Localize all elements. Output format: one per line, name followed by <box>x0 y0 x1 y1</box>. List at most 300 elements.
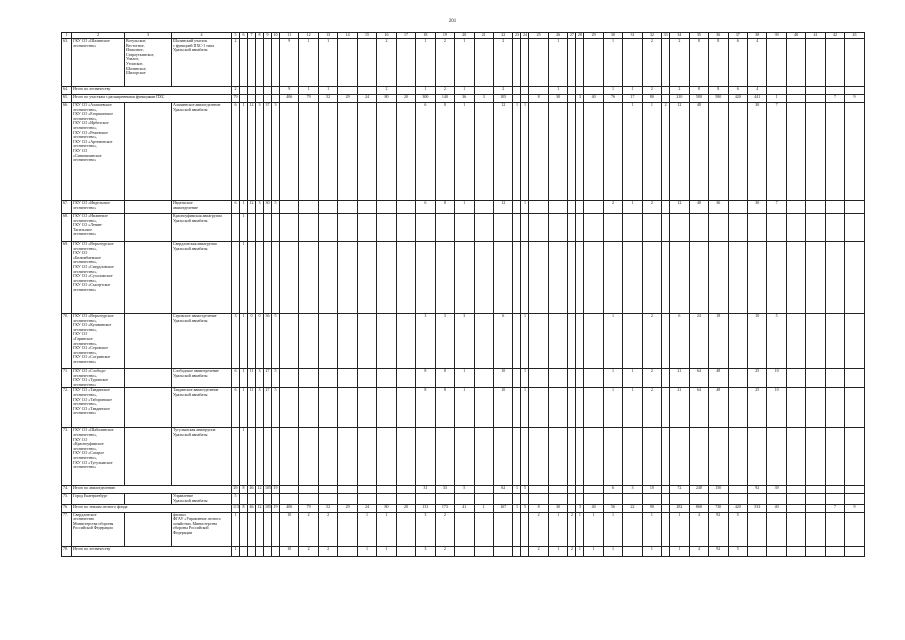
value-cell: 48 <box>709 369 728 388</box>
value-cell <box>248 95 256 103</box>
unit-name: Тавдинское авиаотделение Уральской авиабазы <box>172 388 232 428</box>
value-cell: 1 <box>318 39 337 87</box>
value-cell <box>584 201 603 214</box>
district-list <box>125 201 172 214</box>
column-number: 40 <box>786 33 805 39</box>
value-cell: 1 <box>623 201 642 214</box>
value-cell <box>642 214 661 242</box>
value-cell: 5 <box>521 486 529 494</box>
column-number: 30 <box>603 33 622 39</box>
table-row <box>62 369 865 388</box>
unit-name: Слободское авиаотделение Уральской авиабазы <box>172 369 232 388</box>
value-cell <box>357 486 376 494</box>
value-cell <box>786 504 805 512</box>
column-number: 29 <box>584 33 603 39</box>
value-cell: 2 <box>670 87 689 95</box>
table-row <box>62 486 865 494</box>
value-cell <box>806 388 825 428</box>
value-cell <box>264 242 272 314</box>
value-cell <box>825 546 844 556</box>
value-cell: 1 <box>455 201 474 214</box>
value-cell: 19 <box>272 486 280 494</box>
value-cell <box>529 494 548 504</box>
value-cell <box>689 242 708 314</box>
value-cell: 3 <box>455 314 474 369</box>
value-cell <box>396 103 415 201</box>
value-cell <box>513 201 521 214</box>
value-cell <box>529 428 548 486</box>
table-row <box>62 546 865 556</box>
value-cell <box>474 428 493 486</box>
value-cell: 12 <box>670 103 689 201</box>
value-cell <box>767 242 786 314</box>
value-cell <box>584 314 603 369</box>
value-cell: 2 <box>642 201 661 214</box>
value-cell: 17 <box>623 95 642 103</box>
value-cell <box>806 369 825 388</box>
value-cell <box>474 242 493 314</box>
value-cell <box>728 201 747 214</box>
value-cell: 1 <box>455 369 474 388</box>
value-cell <box>377 369 396 388</box>
value-cell <box>272 214 280 242</box>
value-cell <box>513 494 521 504</box>
value-cell <box>747 546 766 556</box>
value-cell <box>318 486 337 494</box>
value-cell <box>709 428 728 486</box>
district-list <box>125 103 172 201</box>
value-cell <box>396 242 415 314</box>
value-cell: 5 <box>728 512 747 546</box>
value-cell <box>513 369 521 388</box>
value-cell: 4 <box>747 87 766 95</box>
table-row <box>62 242 865 314</box>
value-cell: 37 <box>264 103 272 201</box>
value-cell: 533 <box>747 504 766 512</box>
value-cell <box>584 486 603 494</box>
value-cell <box>845 39 864 87</box>
column-number: 19 <box>435 33 454 39</box>
value-cell <box>728 486 747 494</box>
value-cell <box>299 494 318 504</box>
value-cell <box>377 214 396 242</box>
value-cell: 36 <box>709 201 728 214</box>
row-number: 72. <box>62 388 72 428</box>
value-cell: 1 <box>670 546 689 556</box>
value-cell: 1 <box>455 388 474 428</box>
value-cell: 12 <box>493 201 512 214</box>
value-cell: 2 <box>299 512 318 546</box>
value-cell: 173 <box>435 504 454 512</box>
value-cell <box>576 369 584 388</box>
value-cell <box>338 388 357 428</box>
value-cell: 72 <box>670 486 689 494</box>
value-cell <box>474 87 493 95</box>
value-cell <box>728 314 747 369</box>
value-cell <box>568 214 576 242</box>
value-cell <box>548 428 567 486</box>
value-cell: 21 <box>670 388 689 428</box>
value-cell <box>280 369 299 388</box>
row-label: Итого по лесничеству <box>72 546 232 556</box>
value-cell <box>521 242 529 314</box>
column-number: 20 <box>455 33 474 39</box>
value-cell: 10 <box>642 486 661 494</box>
value-cell: 8 <box>689 39 708 87</box>
value-cell <box>338 428 357 486</box>
value-cell: 1 <box>603 369 622 388</box>
row-number: 73. <box>62 428 72 486</box>
value-cell: 3 <box>576 504 584 512</box>
value-cell <box>548 103 567 201</box>
district-list <box>125 494 172 504</box>
value-cell: 1 <box>240 388 248 428</box>
value-cell <box>548 242 567 314</box>
value-cell <box>786 494 805 504</box>
value-cell <box>338 486 357 494</box>
value-cell <box>728 369 747 388</box>
value-cell <box>845 201 864 214</box>
value-cell <box>806 494 825 504</box>
value-cell <box>662 87 670 95</box>
value-cell <box>357 39 376 87</box>
value-cell <box>513 388 521 428</box>
value-cell <box>806 428 825 486</box>
value-cell <box>318 494 337 504</box>
row-number: 67. <box>62 201 72 214</box>
value-cell <box>338 494 357 504</box>
row-number: 76. <box>62 504 72 512</box>
value-cell <box>377 201 396 214</box>
value-cell <box>568 504 576 512</box>
value-cell <box>529 314 548 369</box>
value-cell: 1 <box>603 512 622 546</box>
value-cell <box>603 242 622 314</box>
value-cell <box>603 494 622 504</box>
value-cell: 92 <box>709 512 728 546</box>
value-cell <box>786 95 805 103</box>
forestry-name: Свердловское лесничество Министерства обороны Российской Федерации <box>72 512 125 546</box>
value-cell <box>256 494 264 504</box>
unit-name: Шалинский участок с функцией ПХС-1 типа Уральской авиабазы <box>172 39 232 87</box>
value-cell: 1 <box>521 314 529 369</box>
value-cell: 2 <box>232 87 240 95</box>
value-cell <box>670 494 689 504</box>
value-cell <box>338 512 357 546</box>
value-cell <box>786 242 805 314</box>
value-cell <box>728 214 747 242</box>
value-cell <box>299 486 318 494</box>
value-cell: 90 <box>642 504 661 512</box>
value-cell <box>396 546 415 556</box>
forest-fire-resources-table <box>61 32 865 557</box>
forestry-name: ГКУ СО «Верхотурское лесничество», ГКУ СО «Кушвинское лесничество», ГКУ СО «Гаринское лесничество», ГКУ СО «Серовское лесничество», ГКУ СО «Сотринское лесничество» <box>72 314 125 369</box>
value-cell: 2 <box>529 512 548 546</box>
value-cell: 1 <box>548 87 567 95</box>
value-cell <box>576 494 584 504</box>
value-cell: 2 <box>568 546 576 556</box>
value-cell: 4 <box>689 512 708 546</box>
value-cell: 580 <box>689 95 708 103</box>
value-cell <box>357 87 376 95</box>
value-cell <box>474 494 493 504</box>
value-cell: 22 <box>623 504 642 512</box>
district-list <box>125 369 172 388</box>
value-cell <box>521 512 529 546</box>
value-cell: 1 <box>603 39 622 87</box>
value-cell: 80 <box>642 95 661 103</box>
value-cell <box>662 201 670 214</box>
column-number: 4 <box>172 33 232 39</box>
value-cell: 0 <box>248 314 256 369</box>
value-cell: 1 <box>357 546 376 556</box>
column-number: 35 <box>689 33 708 39</box>
value-cell <box>513 428 521 486</box>
value-cell <box>521 95 529 103</box>
value-cell <box>377 486 396 494</box>
value-cell <box>272 95 280 103</box>
value-cell <box>521 546 529 556</box>
value-cell: 580 <box>709 95 728 103</box>
value-cell <box>264 214 272 242</box>
value-cell <box>576 201 584 214</box>
value-cell <box>248 494 256 504</box>
value-cell <box>396 201 415 214</box>
value-cell: 19 <box>272 504 280 512</box>
value-cell <box>299 314 318 369</box>
value-cell <box>299 242 318 314</box>
district-list <box>125 512 172 546</box>
value-cell <box>357 103 376 201</box>
value-cell <box>521 214 529 242</box>
row-number: 78. <box>62 546 72 556</box>
value-cell: 36 <box>264 314 272 369</box>
value-cell: 8 <box>529 504 548 512</box>
value-cell <box>568 201 576 214</box>
value-cell <box>396 428 415 486</box>
value-cell <box>584 388 603 428</box>
value-cell <box>568 95 576 103</box>
value-cell <box>513 214 521 242</box>
value-cell <box>474 486 493 494</box>
district-list: Вогульское, Вестотное, Измалное, Староуткинское, Уналое, Утомское, Шалинское, Шилорское <box>125 39 172 87</box>
row-number: 71. <box>62 369 72 388</box>
value-cell <box>642 494 661 504</box>
table-row <box>62 95 865 103</box>
value-cell <box>232 214 240 242</box>
value-cell: 9 <box>845 95 864 103</box>
value-cell <box>576 87 584 95</box>
value-cell: 30 <box>747 103 766 201</box>
district-list <box>125 314 172 369</box>
value-cell <box>264 87 272 95</box>
column-number: 43 <box>845 33 864 39</box>
value-cell <box>825 87 844 95</box>
value-cell <box>709 103 728 201</box>
value-cell <box>568 388 576 428</box>
forestry-name: Город Екатеринбург <box>72 494 125 504</box>
value-cell: 3 <box>474 95 493 103</box>
value-cell: 1 <box>642 103 661 201</box>
value-cell: 5 <box>455 486 474 494</box>
value-cell <box>455 214 474 242</box>
value-cell: 8 <box>240 504 248 512</box>
value-cell <box>299 201 318 214</box>
value-cell <box>845 242 864 314</box>
row-number: 63. <box>62 39 72 87</box>
value-cell: 6 <box>416 103 435 201</box>
value-cell: 10 <box>280 546 299 556</box>
value-cell <box>256 214 264 242</box>
value-cell: 8 <box>435 103 454 201</box>
value-cell <box>529 87 548 95</box>
value-cell <box>272 39 280 87</box>
value-cell <box>240 512 248 546</box>
page-number: 201 <box>448 19 457 24</box>
column-number: 7 <box>248 33 256 39</box>
value-cell <box>248 512 256 546</box>
value-cell: 1 <box>513 504 521 512</box>
value-cell <box>806 504 825 512</box>
value-cell <box>662 486 670 494</box>
value-cell <box>377 388 396 428</box>
value-cell <box>493 512 512 546</box>
value-cell: 1 <box>240 428 248 486</box>
value-cell <box>845 214 864 242</box>
value-cell <box>576 242 584 314</box>
value-cell: 2 <box>568 512 576 546</box>
table-row <box>62 512 865 546</box>
row-number: 64. <box>62 87 72 95</box>
value-cell: 9 <box>845 504 864 512</box>
value-cell: 3 <box>272 103 280 201</box>
value-cell <box>806 39 825 87</box>
value-cell <box>338 214 357 242</box>
value-cell: 2 <box>435 39 454 87</box>
value-cell: 8 <box>709 39 728 87</box>
value-cell <box>396 87 415 95</box>
column-number: 13 <box>318 33 337 39</box>
value-cell <box>474 369 493 388</box>
value-cell: 1 <box>240 214 248 242</box>
value-cell: 27 <box>264 388 272 428</box>
value-cell: 2 <box>493 39 512 87</box>
value-cell: 7 <box>825 95 844 103</box>
value-cell <box>576 428 584 486</box>
value-cell <box>338 546 357 556</box>
value-cell: 8 <box>689 87 708 95</box>
value-cell <box>256 428 264 486</box>
value-cell: 1 <box>513 486 521 494</box>
value-cell <box>256 546 264 556</box>
value-cell <box>662 242 670 314</box>
value-cell <box>825 494 844 504</box>
value-cell <box>513 87 521 95</box>
table-row <box>62 494 865 504</box>
column-number: 1 <box>62 33 72 39</box>
column-number: 6 <box>240 33 248 39</box>
value-cell <box>318 201 337 214</box>
value-cell <box>318 214 337 242</box>
value-cell: 3 <box>416 512 435 546</box>
value-cell <box>240 39 248 87</box>
value-cell <box>513 314 521 369</box>
value-cell <box>603 103 622 201</box>
value-cell: 48 <box>709 388 728 428</box>
value-cell <box>474 388 493 428</box>
value-cell <box>806 201 825 214</box>
row-label: Итого по лесничеству <box>72 87 232 95</box>
row-label: Итого по землям лесного фонда <box>72 504 232 512</box>
value-cell <box>240 95 248 103</box>
value-cell: 6 <box>670 314 689 369</box>
column-number: 23 <box>514 32 519 37</box>
value-cell <box>299 369 318 388</box>
value-cell <box>806 512 825 546</box>
value-cell <box>493 428 512 486</box>
value-cell: 6 <box>232 103 240 201</box>
value-cell: 3 <box>256 201 264 214</box>
value-cell: 40 <box>767 504 786 512</box>
value-cell <box>280 388 299 428</box>
value-cell: 2 <box>377 87 396 95</box>
value-cell <box>845 369 864 388</box>
value-cell <box>377 494 396 504</box>
value-cell <box>264 546 272 556</box>
value-cell: 8 <box>709 87 728 95</box>
value-cell: 31 <box>416 486 435 494</box>
value-cell <box>662 494 670 504</box>
value-cell <box>338 314 357 369</box>
value-cell <box>670 242 689 314</box>
value-cell: 2 <box>435 512 454 546</box>
value-cell <box>396 369 415 388</box>
value-cell <box>767 512 786 546</box>
value-cell <box>845 486 864 494</box>
value-cell <box>689 214 708 242</box>
value-cell <box>670 214 689 242</box>
value-cell <box>529 214 548 242</box>
forestry-name: ГКУ СО «Тавдинское лесничество», ГКУ СО «Таборинское лесничество», ГКУ СО «Тавдинское лесничество» <box>72 388 125 428</box>
value-cell: 300 <box>416 95 435 103</box>
value-cell: 79 <box>299 95 318 103</box>
value-cell <box>568 242 576 314</box>
column-number: 32 <box>642 33 661 39</box>
value-cell <box>529 388 548 428</box>
value-cell: 1 <box>240 201 248 214</box>
value-cell <box>280 103 299 201</box>
value-cell: 48 <box>689 103 708 201</box>
value-cell: 92 <box>709 546 728 556</box>
value-cell <box>338 39 357 87</box>
value-cell <box>584 214 603 242</box>
value-cell <box>272 428 280 486</box>
value-cell: 1 <box>521 388 529 428</box>
unit-name: Управление Уральской авиабазы <box>172 494 232 504</box>
value-cell <box>786 39 805 87</box>
value-cell: 8 <box>435 369 454 388</box>
column-number: 24 <box>522 32 527 37</box>
value-cell <box>568 494 576 504</box>
unit-name: Серовское авиаотделение Уральской авиабазы <box>172 314 232 369</box>
value-cell: 12 <box>670 201 689 214</box>
value-cell <box>845 546 864 556</box>
value-cell <box>845 428 864 486</box>
value-cell: 406 <box>280 504 299 512</box>
value-cell <box>767 494 786 504</box>
value-cell: 46 <box>248 504 256 512</box>
value-cell: 10 <box>747 314 766 369</box>
